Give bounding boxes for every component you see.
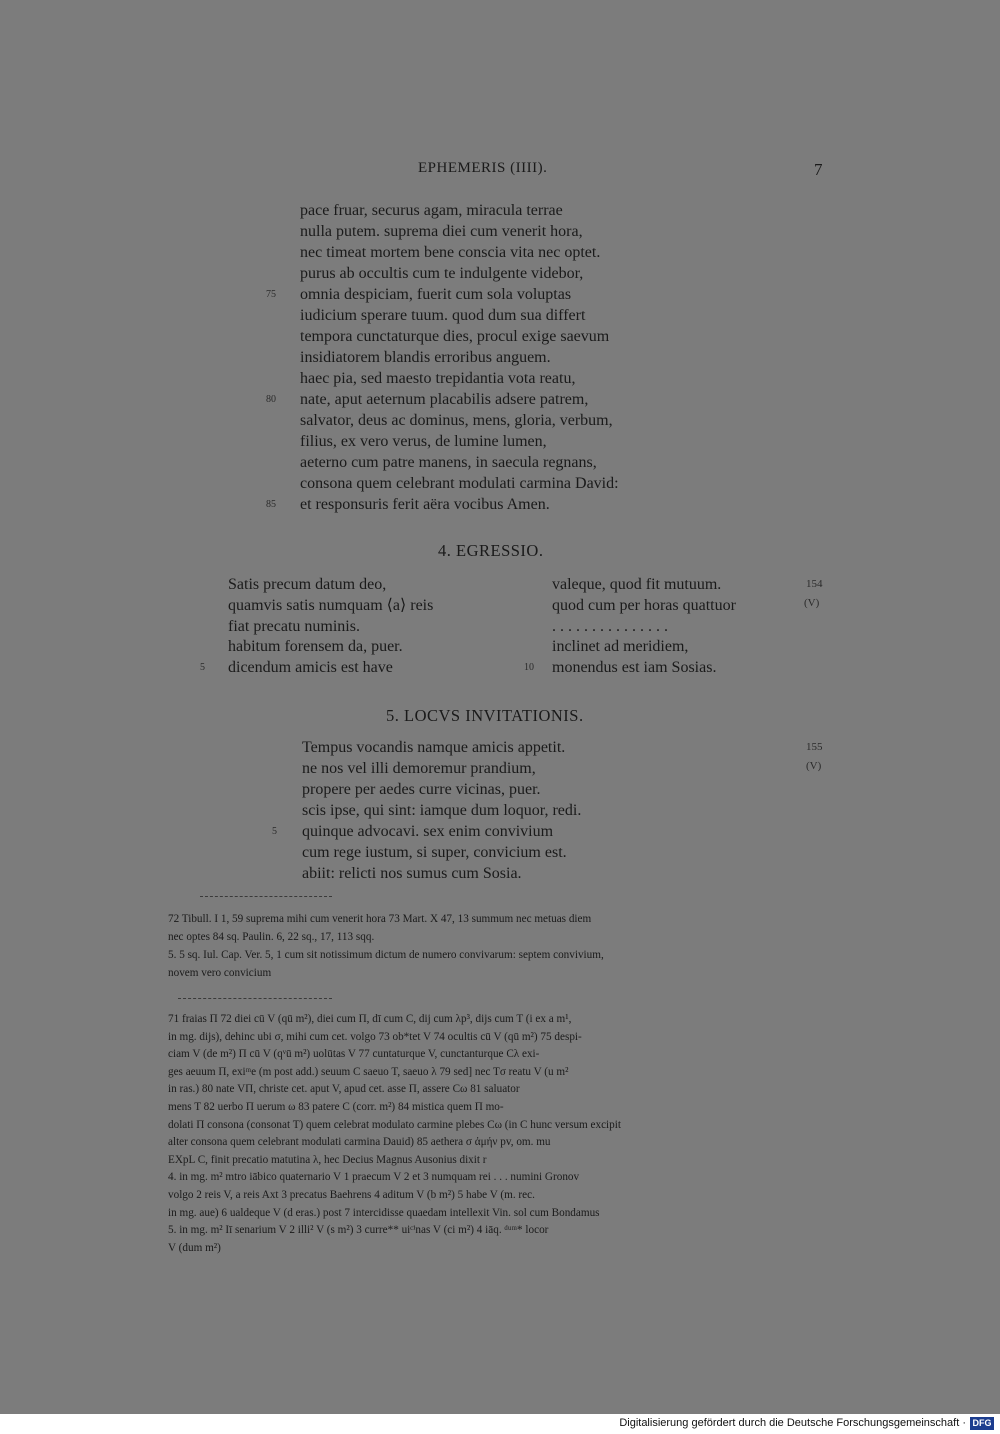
verse-line: abiit: relicti nos sumus cum Sosia.: [302, 865, 522, 882]
verse-line: propere per aedes curre vicinas, puer.: [302, 781, 541, 798]
apparatus-line: alter consona quem celebrant modulati carmina Dauid) 85 aethera σ ἀμήν pv, om. mu: [168, 1136, 551, 1149]
verse-line: . . . . . . . . . . . . . . .: [552, 617, 668, 635]
apparatus-line: EXpL C, finit precatio matutina λ, hec Decius Magnus Ausonius dixit r: [168, 1153, 487, 1166]
divider: [200, 896, 332, 897]
apparatus-line: dolati Π consona (consonat T) quem celebrat modulato carmine plebes Cω (in C hunc versum excipit: [168, 1118, 621, 1131]
verse-line: Tempus vocandis namque amicis appetit.: [302, 739, 566, 756]
verse-line: pace fruar, securus agam, miracula terrae: [300, 202, 563, 219]
manuscript-reference: (V): [804, 597, 820, 609]
verse-line: habitum forensem da, puer.: [228, 638, 403, 656]
verse-line: inclinet ad meridiem,: [552, 638, 689, 656]
apparatus-line: in mg. dijs), dehinc ubi σ, mihi cum cet. volgo 73 ob*tet V 74 ocultis cū V (qū m²) 75 despi-: [168, 1030, 582, 1043]
running-head: EPHEMERIS (IIII).: [418, 160, 548, 176]
verse-line: haec pia, sed maesto trepidantia vota reatu,: [300, 370, 576, 387]
verse-line: valeque, quod fit mutuum.: [552, 576, 722, 593]
verse-line: ne nos vel illi demoremur prandium,: [302, 760, 536, 777]
verse-line: tempora cunctaturque dies, procul exige saevum: [300, 328, 610, 345]
manuscript-reference: (V): [806, 760, 822, 772]
verse-line: Satis precum datum deo,: [228, 576, 387, 593]
testimonium-line: nec optes 84 sq. Paulin. 6, 22 sq., 17, 113 sqq.: [168, 931, 375, 943]
verse-line: cum rege iustum, si super, convicium est.: [302, 844, 567, 861]
apparatus-line: 4. in mg. m² mtro iābico quaternario V 1 praecum V 2 et 3 numquam rei . . . numini Gronov: [168, 1171, 580, 1184]
line-number: 5: [200, 662, 205, 674]
page-reference: 155: [806, 741, 823, 753]
verse-line: scis ipse, qui sint: iamque dum loquor, redi.: [302, 802, 582, 819]
apparatus-line: ciam V (de m²) Π cū V (qᵛū m²) uolūtas V 77 cuntaturque V, cunctanturque Cλ exi-: [168, 1048, 540, 1061]
verse-line: omnia despiciam, fuerit cum sola voluptas: [300, 286, 572, 303]
verse-line: fiat precatu numinis.: [228, 617, 360, 635]
funding-notice: Digitalisierung gefördert durch die Deutsche Forschungsgemeinschaft ·: [619, 1417, 966, 1429]
line-number: 5: [272, 826, 277, 837]
verse-line: quamvis satis numquam ⟨a⟩ reis: [228, 596, 434, 614]
verse-line: filius, ex vero verus, de lumine lumen,: [300, 433, 547, 450]
line-number: 85: [266, 499, 276, 510]
verse-line: monendus est iam Sosias.: [552, 659, 717, 677]
line-number: 75: [266, 289, 276, 300]
page-reference: 154: [806, 578, 823, 590]
testimonium-line: 5. 5 sq. Iul. Cap. Ver. 5, 1 cum sit notissimum dictum de numero convivarum: septem convivium,: [168, 949, 604, 961]
verse-line: insidiatorem blandis erroribus anguem.: [300, 349, 551, 366]
line-number: 10: [524, 662, 534, 674]
verse-line: et responsuris ferit aëra vocibus Amen.: [300, 496, 550, 513]
apparatus-line: 71 fraias Π 72 diei cū V (qū m²), diei cum Π, dī cum C, dij cum λp³, dijs cum T (i ex a m¹,: [168, 1013, 572, 1025]
verse-line: nate, aput aeternum placabilis adsere patrem,: [300, 391, 589, 408]
testimonium-line: 72 Tibull. I 1, 59 suprema mihi cum venerit hora 73 Mart. X 47, 13 summum nec metuas diem: [168, 913, 592, 925]
verse-line: purus ab occultis cum te indulgente videbor,: [300, 265, 584, 282]
testimonium-line: novem vero convicium: [168, 967, 272, 979]
apparatus-line: 5. in mg. m² Iī senarium V 2 illi² V (s m²) 3 curre** uiᶜⁱnas V (ci m²) 4 iāq. ᵈᵘᵐ* locor: [168, 1224, 549, 1237]
page-number: 7: [814, 160, 823, 179]
apparatus-line: in mg. aue) 6 ualdeque V (d eras.) post 7 intercidisse quaedam intellexit Vin. sol cum Bondamus: [168, 1206, 600, 1219]
section-title-locus-invitationis: 5. LOCVS INVITATIONIS.: [386, 706, 584, 725]
verse-line: quinque advocavi. sex enim convivium: [302, 823, 554, 840]
verse-line: dicendum amicis est have: [228, 659, 393, 677]
verse-line: quod cum per horas quattuor: [552, 596, 736, 614]
line-number: 80: [266, 394, 276, 405]
verse-line: salvator, deus ac dominus, mens, gloria, verbum,: [300, 412, 613, 429]
apparatus-line: in ras.) 80 nate VΠ, christe cet. aput V, apud cet. asse Π, assere Cω 81 saluator: [168, 1083, 520, 1096]
apparatus-line: ges aeuum Π, exiᵐe (m post add.) seuum C saeuo T, saeuo λ 79 sed] nec Tσ reatu V (u m²: [168, 1065, 569, 1078]
verse-line: iudicium sperare tuum. quod dum sua differt: [300, 307, 586, 324]
apparatus-line: V (dum m²): [168, 1241, 221, 1254]
verse-line: consona quem celebrant modulati carmina David:: [300, 475, 619, 492]
divider: [178, 998, 332, 999]
apparatus-line: volgo 2 reis V, a reis Axt 3 precatus Baehrens 4 aditum V (b m²) 5 habe V (m. rec.: [168, 1189, 535, 1201]
apparatus-line: mens T 82 uerbo Π uerum ω 83 patere C (corr. m²) 84 mistica quem Π mo-: [168, 1101, 504, 1113]
verse-line: aeterno cum patre manens, in saecula regnans,: [300, 454, 597, 471]
verse-line: nec timeat mortem bene conscia vita nec optet.: [300, 244, 601, 261]
dfg-logo: DFG: [970, 1417, 994, 1430]
verse-line: nulla putem. suprema diei cum venerit hora,: [300, 223, 583, 240]
footer-bar: [0, 1414, 1000, 1434]
section-title-egressio: 4. EGRESSIO.: [438, 541, 544, 560]
